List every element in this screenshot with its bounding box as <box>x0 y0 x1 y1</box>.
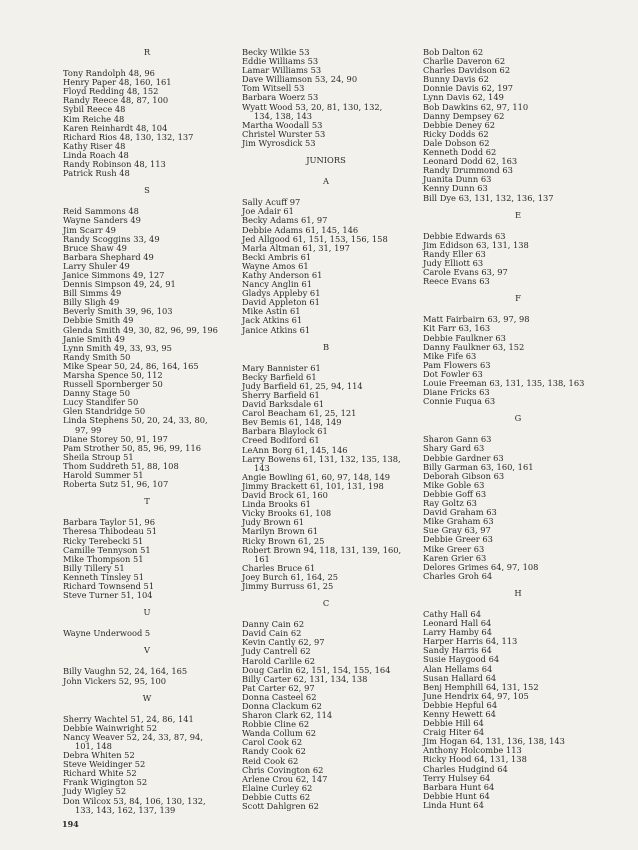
section-letter-heading: B <box>322 341 330 352</box>
index-entry-text: Tony Randolph 48, 96 <box>63 68 155 79</box>
index-entry-text: Billy Garman 63, 160, 161 <box>423 461 534 472</box>
index-entry-text: Lucy Standifer 50 <box>63 397 139 408</box>
index-entry-text: Bob Dalton 62 <box>423 47 484 57</box>
index-entry-continuation: 97, 99 <box>75 424 102 435</box>
index-entry-text: Cathy Hall 64 <box>423 608 481 619</box>
index-entry-text: Richard White 52 <box>63 768 137 779</box>
index-entry-text: Mike Astin 61 <box>242 306 301 317</box>
index-entry-text: Diane Fricks 63 <box>423 387 490 398</box>
index-entry-text: Sally Acuff 97 <box>242 197 301 208</box>
index-entry-text: Mike Fife 63 <box>423 350 477 361</box>
index-entry-text: John Vickers 52, 95, 100 <box>63 675 167 686</box>
index-entry-text: Tom Witsell 53 <box>242 83 305 94</box>
index-entry-text: Linda Roach 48 <box>63 149 129 160</box>
index-entry-text: Billy Sligh 49 <box>63 297 120 308</box>
index-entry-text: David Graham 63 <box>423 507 497 518</box>
index-entry-text: Donna Casteel 62 <box>242 691 317 702</box>
index-entry-text: Chris Covington 62 <box>242 764 324 775</box>
index-entry-text: Reid Cook 62 <box>242 755 299 766</box>
index-entry-text: Wayne Underwood 5 <box>63 628 151 639</box>
index-entry-text: Charles Bruce 61 <box>242 562 316 573</box>
index-entry-text: Debbie Adams 61, 145, 146 <box>242 224 359 235</box>
index-entry <box>423 194 613 203</box>
index-entry-continuation: 133, 143, 162, 137, 139 <box>75 804 176 815</box>
index-column-1 <box>63 48 231 815</box>
index-entry-text: Becky Adams 61, 97 <box>242 215 328 226</box>
index-entry-text: Debbie Edwards 63 <box>423 230 506 241</box>
index-entry-text: Creed Bodiford 61 <box>242 435 320 446</box>
index-entry-text: Mike Goble 63 <box>423 479 485 490</box>
index-entry-text: Frank Wigington 52 <box>63 777 148 788</box>
index-entry-text: Jimmy Brackett 61, 101, 131, 198 <box>242 480 384 491</box>
index-entry-text: Patrick Rush 48 <box>63 168 130 179</box>
index-entry-text: Camille Tennyson 51 <box>63 544 151 555</box>
index-entry-text: Gladys Appleby 61 <box>242 288 321 299</box>
index-entry-text: Karen Grier 63 <box>423 552 487 563</box>
index-entry-text: Pam Strother 50, 85, 96, 99, 116 <box>63 442 201 453</box>
index-entry-text: Becky Barfield 61 <box>242 371 317 382</box>
index-entry-text: Ricky Hood 64, 131, 138 <box>423 754 527 765</box>
index-entry-text: Glen Standridge 50 <box>63 406 146 417</box>
page-number: 194 <box>62 819 79 829</box>
index-entry-text: Roberta Sutz 51, 96, 107 <box>63 479 169 490</box>
index-entry-text: Bill Dye 63, 131, 132, 136, 137 <box>423 192 554 203</box>
index-entry-text: Ricky Terebecki 51 <box>63 535 144 546</box>
index-entry-text: Sandy Harris 64 <box>423 645 492 656</box>
index-entry-text: Mike Greer 63 <box>423 543 485 554</box>
index-entry-text: Sherry Wachtel 51, 24, 86, 141 <box>63 713 194 724</box>
index-entry-text: Jack Atkins 61 <box>242 315 303 326</box>
index-entry-text: Debbie Hepful 64 <box>423 699 498 710</box>
index-entry-text: Delores Grimes 64, 97, 108 <box>423 561 539 572</box>
index-entry-text: Beverly Smith 39, 96, 103 <box>63 306 173 317</box>
index-entry-text: Danny Stage 50 <box>63 388 130 399</box>
index-entry-text: Anthony Holcombe 113 <box>423 745 522 756</box>
section-letter-heading: R <box>143 47 151 57</box>
section-letter-heading: C <box>322 598 330 609</box>
index-entry <box>63 591 231 600</box>
index-entry-text: Barbara Taylor 51, 96 <box>63 517 155 528</box>
index-entry-text: Harper Harris 64, 113 <box>423 636 518 647</box>
index-entry-text: Floyd Redding 48, 152 <box>63 86 159 97</box>
index-entry-text: Sharon Clark 62, 114 <box>242 710 333 721</box>
index-entry-text: Lynn Davis 62, 149 <box>423 92 504 103</box>
section-letter-heading: G <box>514 413 522 424</box>
index-entry-text: Mike Spear 50, 24, 86, 164, 165 <box>63 360 199 371</box>
index-entry-text: Becki Ambris 61 <box>242 251 312 262</box>
index-entry-text: LeAnn Borg 61, 145, 146 <box>242 444 348 455</box>
index-entry-text: Danny Dempsey 62 <box>423 110 505 121</box>
index-entry-text: Mary Bannister 61 <box>242 362 321 373</box>
index-entry-text: Dale Dobson 62 <box>423 137 490 148</box>
index-entry-text: David Brock 61, 160 <box>242 490 328 501</box>
index-entry-text: Carol Beacham 61, 25, 121 <box>242 408 357 419</box>
index-entry-text: Debbie Hill 64 <box>423 718 484 729</box>
index-entry-text: Marilyn Brown 61 <box>242 526 319 537</box>
index-entry-text: Barbara Woerz 53 <box>242 92 319 103</box>
index-entry-text: Angie Bowling 61, 60, 97, 148, 149 <box>242 471 391 482</box>
index-entry-text: Leonard Dodd 62, 163 <box>423 156 518 167</box>
index-entry-text: Alan Hellams 64 <box>423 663 493 674</box>
index-entry-text: Ricky Dodds 62 <box>423 128 489 139</box>
index-entry <box>423 397 613 406</box>
index-entry-text: Karen Reinhardt 48, 104 <box>63 122 168 133</box>
index-entry-text: Harold Summer 51 <box>63 470 144 481</box>
index-entry-text: David Cain 62 <box>242 628 302 639</box>
index-entry-text: Kenny Hewett 64 <box>423 709 496 719</box>
index-entry-text: Don Wilcox 53, 84, 106, 130, 132, <box>63 795 206 806</box>
index-entry-text: Bev Bemis 61, 148, 149 <box>242 417 342 428</box>
index-entry-text: Jim Hogan 64, 131, 136, 138, 143 <box>423 736 565 747</box>
index-entry-text: Dennis Simpson 49, 24, 91 <box>63 279 176 290</box>
index-entry-text: Judy Brown 61 <box>242 517 305 528</box>
index-entry <box>242 546 410 564</box>
index-entry-text: Linda Hunt 64 <box>423 799 484 810</box>
index-entry-text: Barbara Shephard 49 <box>63 251 154 262</box>
index-entry-text: Diane Storey 50, 91, 197 <box>63 433 168 444</box>
index-entry-text: Debbie Cutts 62 <box>242 791 311 802</box>
index-entry <box>63 797 231 815</box>
index-entry-text: Connie Fuqua 63 <box>423 396 496 407</box>
index-entry-text: Linda Brooks 61 <box>242 499 311 510</box>
index-entry-text: Matt Fairbairn 63, 97, 98 <box>423 314 530 325</box>
index-entry-text: Jim Edidson 63, 131, 138 <box>423 239 529 250</box>
index-entry-text: Debbie Wainwright 52 <box>63 722 158 733</box>
index-entry-text: Danny Faulkner 63, 152 <box>423 341 525 352</box>
index-entry-text: Debbie Deney 62 <box>423 119 496 130</box>
index-entry-text: Robbie Cline 62 <box>242 719 310 730</box>
index-entry-text: Benj Hemphill 64, 131, 152 <box>423 681 539 692</box>
index-entry-text: Bunny Davis 62 <box>423 74 489 85</box>
index-entry-text: Louie Freeman 63, 131, 135, 138, 163 <box>423 378 585 388</box>
index-entry-text: Theresa Thibodeau 51 <box>63 526 158 537</box>
index-entry-text: Judy Wigley 52 <box>63 786 127 797</box>
index-entry-text: Judy Cantrell 62 <box>242 646 311 657</box>
index-entry-text: Larry Shuler 49 <box>63 260 130 271</box>
index-entry-text: Sybil Reece 48 <box>63 104 126 115</box>
index-entry-text: Richard Townsend 51 <box>63 580 155 591</box>
index-entry-text: Mike Graham 63 <box>423 516 494 527</box>
index-entry-text: Becky Wilkie 53 <box>242 47 310 57</box>
index-entry-text: Barbara Blaylock 61 <box>242 426 328 437</box>
index-entry-text: Debbie Goff 63 <box>423 488 487 499</box>
index-entry-text: Robert Brown 94, 118, 131, 139, 160, <box>242 544 402 555</box>
section-letter-heading: V <box>144 645 150 656</box>
index-entry-text: Debbie Smith 49 <box>63 315 134 326</box>
index-entry-text: Debbie Hunt 64 <box>423 790 490 801</box>
index-column-3 <box>423 48 613 810</box>
index-entry-text: Lynn Smith 49, 33, 93, 95 <box>63 342 172 353</box>
section-letter-heading: U <box>143 607 151 618</box>
index-entry-text: Deborah Gibson 63 <box>423 470 505 481</box>
index-entry-text: Reid Sammons 48 <box>63 206 139 217</box>
index-entry-text: Pat Carter 62, 97 <box>242 682 315 693</box>
index-entry-text: Lamar Williams 53 <box>242 65 322 76</box>
index-entry <box>63 416 231 434</box>
index-entry-text: Kenneth Tinsley 51 <box>63 571 145 582</box>
index-entry-text: Janice Atkins 61 <box>242 324 311 335</box>
index-entry-text: David Barksdale 61 <box>242 399 325 410</box>
index-entry-text: Susie Haygood 64 <box>423 654 500 665</box>
index-entry <box>63 629 231 638</box>
index-entry-text: Craig Hiter 64 <box>423 727 485 738</box>
index-entry-text: Nancy Weaver 52, 24, 33, 87, 94, <box>63 731 203 742</box>
index-entry <box>63 677 231 686</box>
index-entry-text: David Appleton 61 <box>242 297 320 308</box>
section-letter-heading: A <box>323 176 329 187</box>
index-entry <box>242 802 410 811</box>
index-entry-text: Billy Tillery 51 <box>63 562 125 573</box>
index-entry-text: Mike Thompson 51 <box>63 553 144 564</box>
index-entry-text: Pam Flowers 63 <box>423 359 491 370</box>
index-entry <box>242 139 410 148</box>
index-entry-text: Jimmy Burruss 61, 25 <box>242 580 334 591</box>
index-entry-text: Shary Gard 63 <box>423 443 485 454</box>
index-entry-text: Jim Wyrosdick 53 <box>242 137 316 148</box>
index-entry-continuation: 134, 138, 143 <box>254 110 313 121</box>
index-entry-text: Scott Dahlgren 62 <box>242 801 319 812</box>
index-entry-text: Sharon Gann 63 <box>423 434 492 445</box>
index-entry-text: Marsha Spence 50, 112 <box>63 370 163 380</box>
index-entry-text: Billy Carter 62, 131, 134, 138 <box>242 673 368 684</box>
section-letter-heading: JUNIORS <box>306 155 346 166</box>
index-entry-text: Steve Turner 51, 104 <box>63 590 153 601</box>
index-entry-text: Bill Simms 49 <box>63 288 122 299</box>
index-entry-text: Doug Carlin 62, 151, 154, 155, 164 <box>242 664 391 675</box>
index-entry-text: Larry Bowens 61, 131, 132, 135, 138, <box>242 453 401 464</box>
index-entry-text: June Hendrix 64, 97, 105 <box>423 690 529 701</box>
index-entry-text: Debbie Gardner 63 <box>423 452 504 463</box>
index-entry-text: Leonard Hall 64 <box>423 618 492 629</box>
index-entry <box>63 480 231 489</box>
index-entry-text: Dave Williamson 53, 24, 90 <box>242 74 358 85</box>
index-entry-text: Charles Hudgind 64 <box>423 763 508 774</box>
index-entry-text: Vicky Brooks 61, 108 <box>242 508 332 519</box>
index-entry-text: Sue Gray 63, 97 <box>423 525 491 536</box>
section-letter-heading: T <box>144 496 150 507</box>
index-entry-text: Janie Smith 49 <box>63 333 125 344</box>
index-entry-text: Marla Altman 61, 31, 197 <box>242 242 350 253</box>
section-letter-heading: S <box>144 185 150 196</box>
index-entry-text: Donnie Davis 62, 197 <box>423 83 514 94</box>
index-entry <box>63 169 231 178</box>
index-entry-text: Susan Hallard 64 <box>423 672 497 683</box>
index-entry-text: Arlene Crou 62, 147 <box>242 773 328 784</box>
index-entry-text: Kit Farr 63, 163 <box>423 323 491 334</box>
index-entry-continuation: 161 <box>254 553 270 564</box>
index-entry-text: Glenda Smith 49, 30, 82, 96, 99, 196 <box>63 324 218 335</box>
index-entry-text: Wayne Sanders 49 <box>63 215 141 226</box>
index-entry-text: Eddie Williams 53 <box>242 56 319 67</box>
index-entry-text: Steve Weidinger 52 <box>63 759 146 770</box>
index-entry-text: Linda Stephens 50, 20, 24, 33, 80, <box>63 415 208 426</box>
index-entry <box>242 326 410 335</box>
index-entry-text: Donna Clackum 62 <box>242 701 322 711</box>
index-entry-text: Danny Cain 62 <box>242 619 305 630</box>
index-entry-text: Nancy Anglin 61 <box>242 279 313 290</box>
index-entry-text: Sheila Stroup 51 <box>63 451 134 462</box>
index-entry-text: Randy Smith 50 <box>63 351 131 362</box>
index-entry-text: Billy Vaughn 52, 24, 164, 165 <box>63 666 188 677</box>
index-entry-text: Judy Elliott 63 <box>423 257 484 268</box>
index-entry-text: Janice Simmons 49, 127 <box>63 269 165 280</box>
index-entry-text: Kim Reiche 48 <box>63 113 125 124</box>
index-entry-text: Martha Woodall 53 <box>242 119 323 130</box>
index-entry <box>242 455 410 473</box>
index-entry <box>423 572 613 581</box>
index-entry-text: Barbara Hunt 64 <box>423 781 495 792</box>
index-entry-text: Jed Allgood 61, 151, 153, 156, 158 <box>242 233 388 244</box>
index-entry <box>242 103 410 121</box>
section-letter-heading: H <box>514 587 522 598</box>
index-entry-text: Sherry Barfield 61 <box>242 390 320 400</box>
index-entry-text: Bruce Shaw 49 <box>63 242 127 253</box>
index-entry-text: Randy Scoggins 33, 49 <box>63 233 160 244</box>
index-entry-text: Joey Burch 61, 164, 25 <box>242 571 339 582</box>
index-entry-text: Elaine Curley 62 <box>242 782 313 793</box>
index-entry-text: Harold Carlile 62 <box>242 655 316 666</box>
index-entry-text: Kathy Riser 48 <box>63 140 126 151</box>
index-entry-text: Larry Hamby 64 <box>423 627 492 638</box>
index-entry-text: Debra Whiten 52 <box>63 750 135 761</box>
section-letter-heading: W <box>142 692 152 703</box>
index-entry-text: Kathy Anderson 61 <box>242 269 323 280</box>
index-column-2 <box>242 48 410 811</box>
index-entry-text: Christel Wurster 53 <box>242 128 326 139</box>
index-entry-text: Wyatt Wood 53, 20, 81, 130, 132, <box>242 101 383 112</box>
index-entry-text: Reece Evans 63 <box>423 276 490 287</box>
section-letter-heading: E <box>514 209 522 220</box>
index-entry-text: Richard Rios 48, 130, 132, 137 <box>63 131 194 142</box>
index-entry-text: Carol Cook 62 <box>242 737 303 748</box>
index-entry-text: Ray Goltz 63 <box>423 498 477 509</box>
index-entry-text: Kenny Dunn 63 <box>423 183 488 194</box>
index-entry-text: Thom Suddreth 51, 88, 108 <box>63 460 179 471</box>
index-entry-text: Carole Evans 63, 97 <box>423 267 508 278</box>
index-entry-text: Henry Paper 48, 160, 161 <box>63 77 172 88</box>
index-entry-text: Joe Adair 61 <box>242 206 294 217</box>
index-entry-text: Charlie Daveron 62 <box>423 56 506 67</box>
index-entry-text: Kenneth Dodd 62 <box>423 147 497 158</box>
index-entry <box>63 733 231 751</box>
index-entry-text: Bob Dawkins 62, 97, 110 <box>423 101 529 112</box>
index-entry-continuation: 101, 148 <box>75 741 112 751</box>
index-entry-text: Dot Fowler 63 <box>423 368 483 379</box>
index-entry-text: Wayne Amos 61 <box>242 260 309 271</box>
index-entry-text: Jim Scarr 49 <box>63 224 116 235</box>
index-entry-text: Ricky Brown 61, 25 <box>242 535 325 546</box>
index-entry-text: Randy Reece 48, 87, 100 <box>63 95 169 106</box>
index-entry <box>423 801 613 810</box>
index-entry-text: Kevin Cantly 62, 97 <box>242 637 325 648</box>
index-entry-text: Wanda Collum 62 <box>242 728 317 739</box>
index-entry-text: Debbie Greer 63 <box>423 534 493 545</box>
index-entry-text: Debbie Faulkner 63 <box>423 332 506 343</box>
index-entry-text: Juanita Dunn 63 <box>423 174 492 185</box>
index-entry-text: Randy Eller 63 <box>423 248 486 259</box>
index-entry-text: Terry Hulsey 64 <box>423 772 491 783</box>
index-entry-continuation: 143 <box>254 462 270 473</box>
index-entry-text: Charles Groh 64 <box>423 570 493 581</box>
index-entry <box>242 582 410 591</box>
index-entry-text: Judy Barfield 61, 25, 94, 114 <box>242 380 363 391</box>
section-letter-heading: F <box>515 293 521 304</box>
index-entry <box>423 277 613 286</box>
index-entry-text: Charles Davidson 62 <box>423 65 511 76</box>
index-entry-text: Randy Cook 62 <box>242 746 306 757</box>
index-entry-text: Randy Drummond 63 <box>423 165 513 176</box>
index-entry-text: Randy Robinson 48, 113 <box>63 159 166 170</box>
index-entry-text: Russell Spornberger 50 <box>63 379 163 390</box>
